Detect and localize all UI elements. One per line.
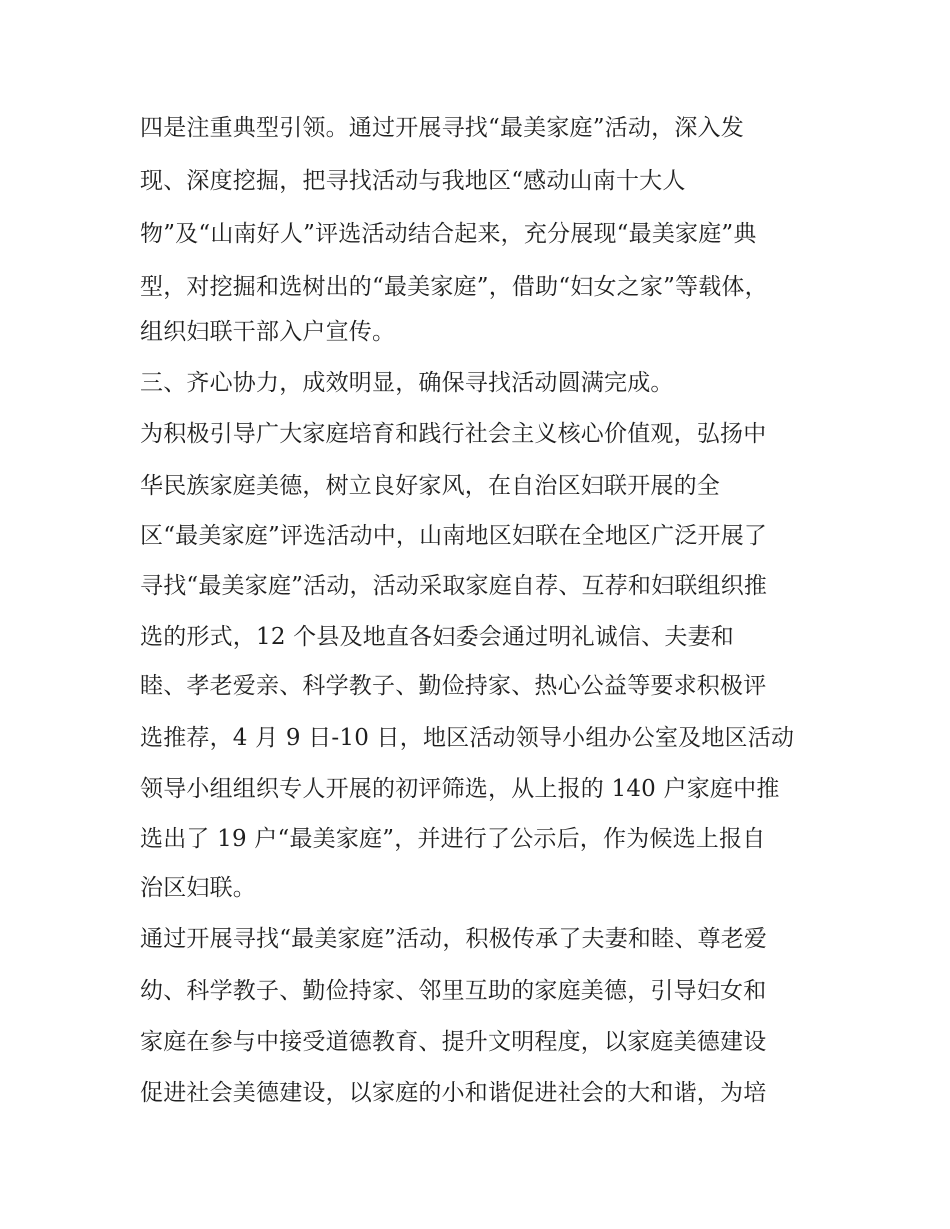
text-line: 寻找“最美家庭”活动，活动采取家庭自荐、互荐和妇联组织推 [140,573,768,599]
text-line: 促进社会美德建设，以家庭的小和谐促进社会的大和谐，为培 [140,1080,767,1106]
text-line: 选出了 19 户“最美家庭”，并进行了公示后，作为候选上报自 [140,826,766,852]
text-line: 幼、科学教子、勤俭持家、邻里互助的家庭美德，引导妇女和 [140,978,767,1004]
text-line: 为积极引导广大家庭培育和践行社会主义核心价值观，弘扬中 [140,421,767,447]
text-line: 组织妇联干部入户宣传。 [140,319,396,345]
text-line: 四是注重典型引领。通过开展寻找“最美家庭”活动，深入发 [140,115,744,141]
text-line: 现、深度挖掘，把寻找活动与我地区“感动山南十大人 [140,168,686,194]
text-line: 领导小组组织专人开展的初评筛选，从上报的 140 户家庭中推 [140,776,780,802]
text-line: 家庭在参与中接受道德教育、提升文明程度，以家庭美德建设 [140,1029,767,1055]
text-line: 通过开展寻找“最美家庭”活动，积极传承了夫妻和睦、尊老爱 [140,926,768,952]
text-line: 华民族家庭美德，树立良好家风，在自治区妇联开展的全 [140,473,720,499]
text-line: 型，对挖掘和选树出的“最美家庭”，借助“妇女之家”等载体， [140,274,768,300]
text-line: 选的形式，12 个县及地直各妇委会通过明礼诚信、夫妻和 [140,624,734,650]
section-heading: 三、齐心协力，成效明显，确保寻找活动圆满完成。 [140,370,674,396]
text-line: 治区妇联。 [140,875,256,901]
text-line: 区“最美家庭”评选活动中，山南地区妇联在全地区广泛开展了 [140,523,768,549]
text-line: 物”及“山南好人”评选活动结合起来，充分展现“最美家庭”典 [140,221,757,247]
text-line: 选推荐，4 月 9 日-10 日，地区活动领导小组办公室及地区活动 [140,725,795,751]
text-line: 睦、孝老爱亲、科学教子、勤俭持家、热心公益等要求积极评 [140,673,767,699]
